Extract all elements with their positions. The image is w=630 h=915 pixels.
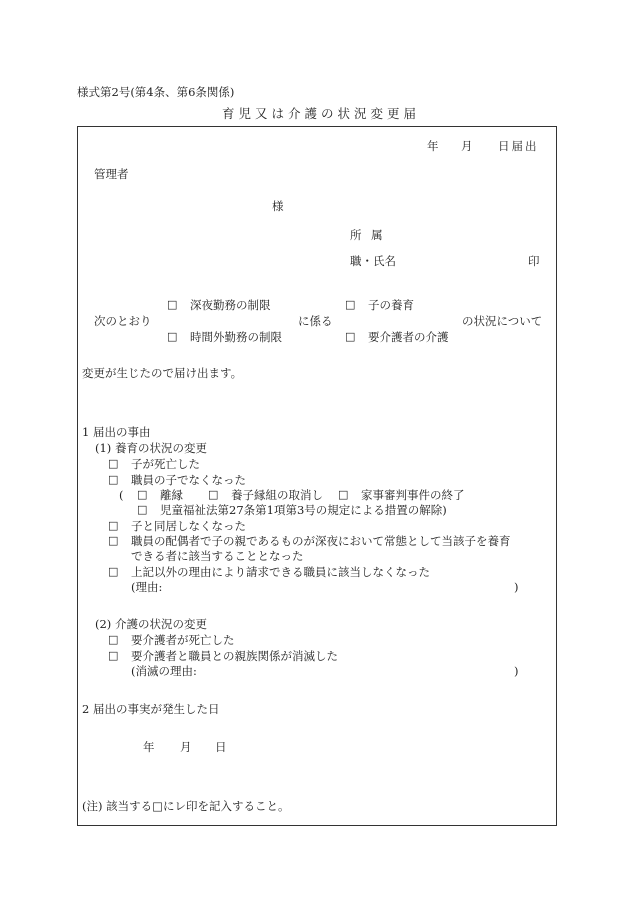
care-reason-label: (消滅の理由: <box>131 664 197 678</box>
care-relation-label: 要介護者と職員との親族関係が消滅した <box>131 649 338 663</box>
not-child-checkbox[interactable]: □ <box>108 473 119 486</box>
limit-night-checkbox[interactable]: □ <box>167 298 178 311</box>
care-reason-close: ) <box>514 664 519 678</box>
addressee-honorific: 様 <box>272 199 284 213</box>
affiliation-label: 所 属 <box>350 228 386 242</box>
statement-suffix: の状況について <box>462 314 543 328</box>
childcare-heading: (1) 養育の状況の変更 <box>95 441 207 455</box>
other-reason-checkbox[interactable]: □ <box>108 565 119 578</box>
welfare-checkbox[interactable]: □ <box>137 503 148 516</box>
child-died-checkbox[interactable]: □ <box>108 457 119 470</box>
name-label: 職・氏名 <box>350 254 396 268</box>
addressee-label: 管理者 <box>94 167 129 181</box>
form-number: 様式第2号(第4条、第6条関係) <box>77 85 235 99</box>
submit-year-label: 年 <box>427 139 439 153</box>
occurrence-day-label: 日 <box>215 740 227 754</box>
status-care-label: 要介護者の介護 <box>368 330 449 344</box>
note: (注) 該当する□にレ印を記入すること。 <box>82 799 290 813</box>
divorce-label: 離縁 <box>160 488 183 502</box>
occurrence-year-label: 年 <box>143 740 155 754</box>
care-died-label: 要介護者が死亡した <box>131 633 235 647</box>
childcare-reason-close: ) <box>514 580 519 594</box>
other-reason-label: 上記以外の理由により請求できる職員に該当しなくなった <box>131 565 430 579</box>
limit-overtime-checkbox[interactable]: □ <box>167 330 178 343</box>
statement-prefix: 次のとおり <box>94 314 152 328</box>
spouse-label-line2: できる者に該当することとなった <box>131 549 304 563</box>
reasons-heading: 1 届出の事由 <box>82 425 151 439</box>
child-died-label: 子が死亡した <box>131 457 200 471</box>
seal-mark: 印 <box>528 254 540 268</box>
not-living-label: 子と同居しなくなった <box>131 519 246 533</box>
status-childcare-checkbox[interactable]: □ <box>345 298 356 311</box>
spouse-label-line1: 職員の配偶者で子の親であるものが深夜において常態として当該子を養育 <box>131 534 511 548</box>
limit-overtime-label: 時間外勤務の制限 <box>190 330 282 344</box>
statement-connector: に係る <box>298 314 333 328</box>
adoption-cancel-label: 養子縁組の取消し <box>231 488 323 502</box>
childcare-reason-label: (理由: <box>131 580 163 594</box>
care-died-checkbox[interactable]: □ <box>108 633 119 646</box>
status-care-checkbox[interactable]: □ <box>345 330 356 343</box>
not-child-label: 職員の子でなくなった <box>131 473 246 487</box>
status-childcare-label: 子の養育 <box>368 298 414 312</box>
not-living-checkbox[interactable]: □ <box>108 519 119 532</box>
submit-day-label: 日届出 <box>498 139 539 153</box>
care-heading: (2) 介護の状況の変更 <box>95 617 207 631</box>
spouse-checkbox[interactable]: □ <box>108 534 119 547</box>
form-title: 育児又は介護の状況変更届 <box>222 106 421 121</box>
occurrence-month-label: 月 <box>180 740 192 754</box>
submit-month-label: 月 <box>461 139 473 153</box>
sub-paren-open: ( <box>119 488 124 502</box>
adoption-cancel-checkbox[interactable]: □ <box>208 488 219 501</box>
divorce-checkbox[interactable]: □ <box>137 488 148 501</box>
court-case-checkbox[interactable]: □ <box>338 488 349 501</box>
court-case-label: 家事審判事件の終了 <box>361 488 465 502</box>
statement-closing: 変更が生じたので届け出ます。 <box>82 366 243 380</box>
care-relation-checkbox[interactable]: □ <box>108 649 119 662</box>
occurrence-heading: 2 届出の事実が発生した日 <box>82 702 220 716</box>
welfare-label: 児童福祉法第27条第1項第3号の規定による措置の解除) <box>160 503 447 517</box>
limit-night-label: 深夜勤務の制限 <box>190 298 271 312</box>
